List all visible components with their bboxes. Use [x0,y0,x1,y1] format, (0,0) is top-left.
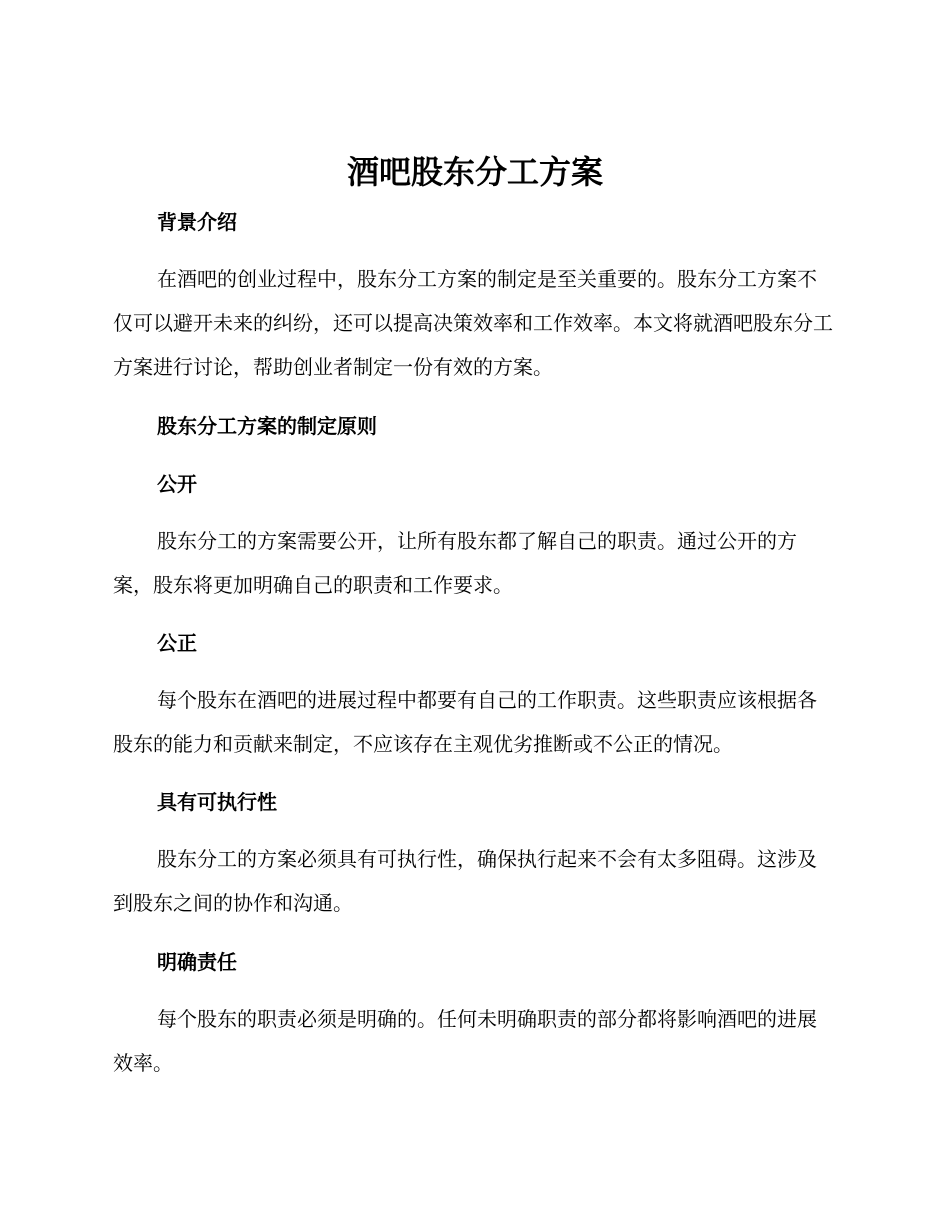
section-heading-responsibility: 明确责任 [157,950,237,974]
section-heading-executable: 具有可执行性 [157,790,277,814]
section-paragraph-background: 在酒吧的创业过程中，股东分工方案的制定是至关重要的。股东分工方案不仅可以避开未来的纠纷，还可以提高决策效率和工作效率。本文将就酒吧股东分工方案进行讨论，帮助创业者制定一份有效的方案。 [113,267,833,379]
section-paragraph-executable: 股东分工的方案必须具有可执行性，确保执行起来不会有太多阻碍。这涉及到股东之间的协作和沟通。 [113,847,817,915]
section-paragraph-fairness: 每个股东在酒吧的进展过程中都要有自己的工作职责。这些职责应该根据各股东的能力和贡献来制定，不应该存在主观优劣推断或不公正的情况。 [113,688,817,756]
section-heading-background: 背景介绍 [157,210,237,234]
section-paragraph-responsibility: 每个股东的职责必须是明确的。任何未明确职责的部分都将影响酒吧的进展效率。 [113,1007,817,1075]
section-heading-openness: 公开 [157,472,197,496]
section-heading-fairness: 公正 [157,631,197,655]
section-heading-principles: 股东分工方案的制定原则 [157,414,377,438]
document-title: 酒吧股东分工方案 [346,153,603,191]
section-paragraph-openness: 股东分工的方案需要公开，让所有股东都了解自己的职责。通过公开的方案，股东将更加明确自己的职责和工作要求。 [113,529,797,597]
